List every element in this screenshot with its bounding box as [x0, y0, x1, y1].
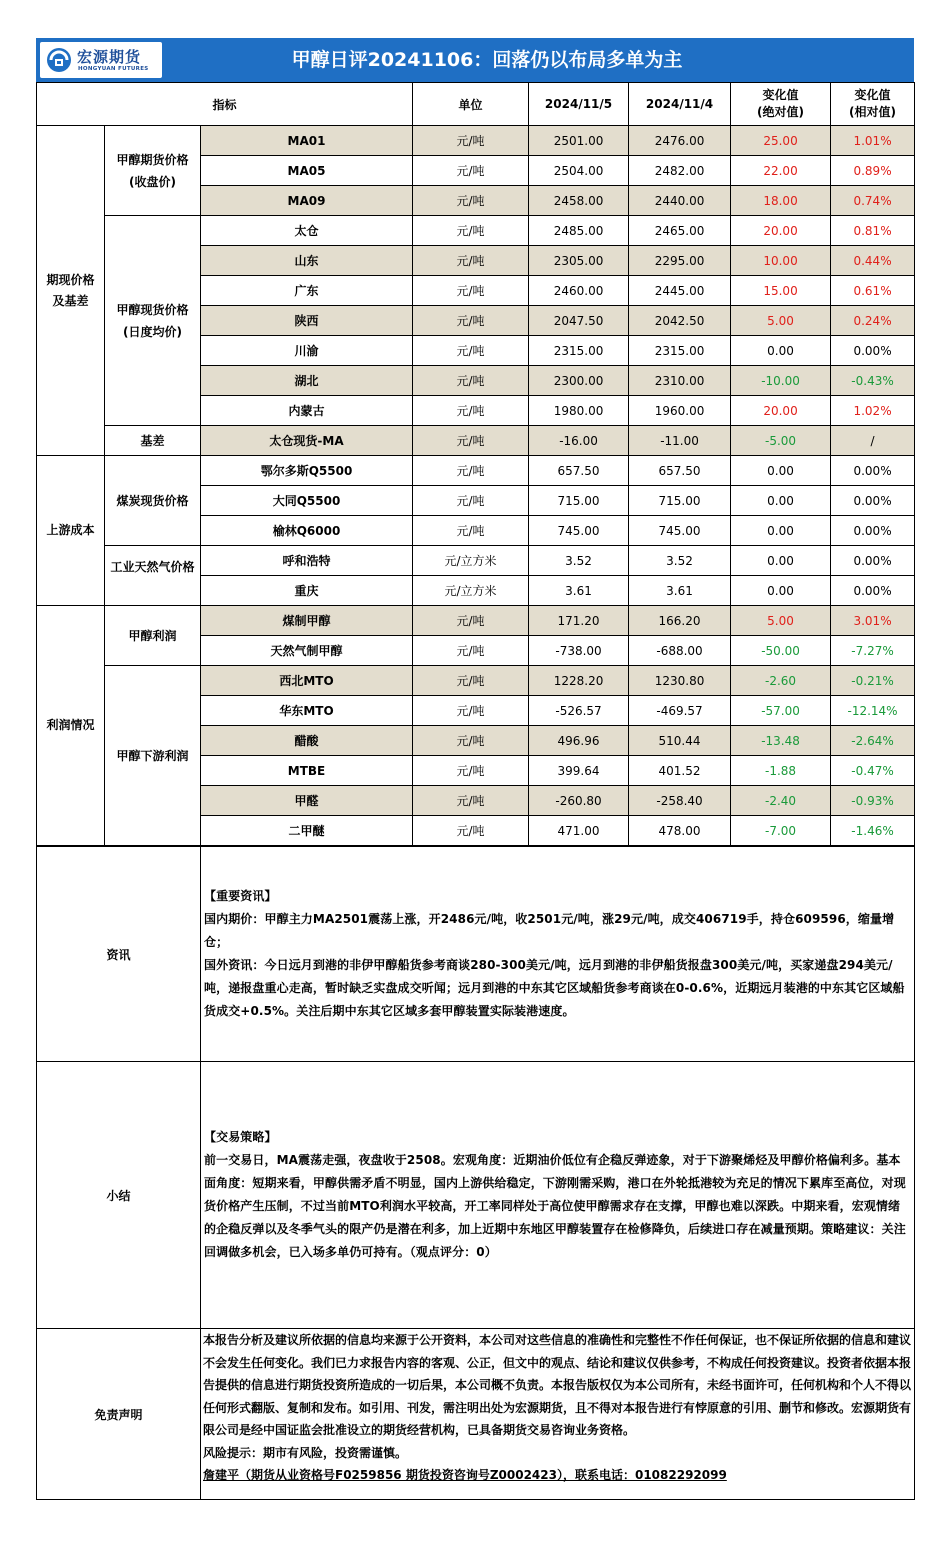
- value-date1: 657.50: [529, 456, 629, 486]
- value-date2: 2465.00: [629, 216, 731, 246]
- report-title: 甲醇日评20241106：回落仍以布局多单为主: [291, 49, 683, 71]
- logo-text-en: HONGYUAN FUTURES: [78, 66, 149, 72]
- rel-change: 0.00%: [831, 576, 915, 606]
- col-header-rel-change: [831, 83, 915, 126]
- subgroup-label-basis: 基差: [105, 426, 201, 456]
- indicator-name: 榆林Q6000: [201, 516, 413, 546]
- unit-cell: 元/吨: [413, 666, 529, 696]
- value-date1: 1980.00: [529, 396, 629, 426]
- value-date1: 2300.00: [529, 366, 629, 396]
- unit-cell: 元/吨: [413, 156, 529, 186]
- abs-change: 18.00: [731, 186, 831, 216]
- unit-cell: 元/吨: [413, 516, 529, 546]
- value-date1: -738.00: [529, 636, 629, 666]
- table-header-row: [37, 83, 915, 126]
- abs-change: 0.00: [731, 576, 831, 606]
- indicator-name: 湖北: [201, 366, 413, 396]
- value-date2: 715.00: [629, 486, 731, 516]
- news-content: [201, 847, 915, 1062]
- indicator-name: 山东: [201, 246, 413, 276]
- disclaimer-content: [201, 1329, 915, 1500]
- unit-cell: 元/立方米: [413, 546, 529, 576]
- value-date2: 2310.00: [629, 366, 731, 396]
- disclaimer-label: 免责声明: [37, 1329, 201, 1500]
- rel-change: -0.21%: [831, 666, 915, 696]
- indicator-name: 天然气制甲醇: [201, 636, 413, 666]
- table-row: [37, 606, 915, 636]
- indicator-name: 煤制甲醇: [201, 606, 413, 636]
- table-row: [37, 126, 915, 156]
- abs-change: 0.00: [731, 336, 831, 366]
- abs-change: -13.48: [731, 726, 831, 756]
- abs-change: 20.00: [731, 396, 831, 426]
- unit-cell: 元/吨: [413, 366, 529, 396]
- value-date2: 166.20: [629, 606, 731, 636]
- abs-change: 0.00: [731, 486, 831, 516]
- rel-change: 0.24%: [831, 306, 915, 336]
- rel-change: 0.00%: [831, 456, 915, 486]
- value-date1: -260.80: [529, 786, 629, 816]
- value-date1: 399.64: [529, 756, 629, 786]
- abs-change: -5.00: [731, 426, 831, 456]
- unit-cell: 元/吨: [413, 756, 529, 786]
- indicator-name: 太仓现货-MA: [201, 426, 413, 456]
- abs-change: 25.00: [731, 126, 831, 156]
- abs-change: 0.00: [731, 546, 831, 576]
- value-date2: 2315.00: [629, 336, 731, 366]
- rel-change-label: 变化值 (相对值): [849, 88, 897, 119]
- unit-cell: 元/吨: [413, 486, 529, 516]
- value-date2: 2295.00: [629, 246, 731, 276]
- value-date2: 401.52: [629, 756, 731, 786]
- value-date1: 2315.00: [529, 336, 629, 366]
- unit-cell: 元/吨: [413, 396, 529, 426]
- value-date2: 3.52: [629, 546, 731, 576]
- value-date2: 2042.50: [629, 306, 731, 336]
- analyst-contact: 詹建平（期货从业资格号F0259856 期货投资咨询号Z0002423），联系电话：01082292099: [203, 1468, 727, 1482]
- unit-cell: 元/吨: [413, 426, 529, 456]
- summary-content: [201, 1062, 915, 1329]
- value-date1: 745.00: [529, 516, 629, 546]
- table-row: [37, 216, 915, 246]
- report-sheet: [36, 38, 914, 1500]
- risk-warning: 风险提示：期市有风险，投资需谨慎。: [203, 1445, 408, 1460]
- abs-change: 10.00: [731, 246, 831, 276]
- indicator-name: 大同Q5500: [201, 486, 413, 516]
- company-logo: [40, 42, 162, 78]
- value-date1: 3.61: [529, 576, 629, 606]
- value-date1: 2460.00: [529, 276, 629, 306]
- value-date1: 2458.00: [529, 186, 629, 216]
- unit-cell: 元/吨: [413, 816, 529, 846]
- rel-change: -2.64%: [831, 726, 915, 756]
- report-header: [36, 38, 914, 82]
- news-paragraph-2: 国外资讯：今日远月到港的非伊甲醇船货参考商谈280-300美元/吨，远月到港的非伊船货报盘300美元/吨，买家递盘294美元/吨，递报盘重心走高，暂时缺乏实盘成交听闻；远月到港的中东其它区域船货参考商谈在0-0.6%，近期远月装港的中东其它区域船货成交+0.5%。关注后期中东其它区域多套甲醇装置实际装港速度。: [204, 958, 905, 1018]
- col-header-indicator: 指标: [37, 83, 413, 126]
- indicator-name: 内蒙古: [201, 396, 413, 426]
- col-header-date2: 2024/11/4: [629, 83, 731, 126]
- table-row: [37, 426, 915, 456]
- abs-change: 22.00: [731, 156, 831, 186]
- abs-change: 5.00: [731, 606, 831, 636]
- abs-change: 0.00: [731, 516, 831, 546]
- value-date2: 478.00: [629, 816, 731, 846]
- rel-change: 1.02%: [831, 396, 915, 426]
- value-date2: 3.61: [629, 576, 731, 606]
- indicator-name: 重庆: [201, 576, 413, 606]
- unit-cell: 元/吨: [413, 216, 529, 246]
- section-label-spot-basis: 期现价格 及基差: [37, 126, 105, 456]
- value-date1: 1228.20: [529, 666, 629, 696]
- news-heading: 【重要资讯】: [204, 889, 277, 903]
- rel-change: -0.43%: [831, 366, 915, 396]
- abs-change: -50.00: [731, 636, 831, 666]
- rel-change: 0.00%: [831, 336, 915, 366]
- unit-cell: 元/吨: [413, 276, 529, 306]
- value-date2: 657.50: [629, 456, 731, 486]
- abs-change: 0.00: [731, 456, 831, 486]
- value-date1: 2305.00: [529, 246, 629, 276]
- unit-cell: 元/吨: [413, 696, 529, 726]
- text-blocks-table: [36, 846, 915, 1500]
- value-date2: 1230.80: [629, 666, 731, 696]
- unit-cell: 元/吨: [413, 636, 529, 666]
- logo-text-cn: 宏源期货: [77, 48, 142, 66]
- summary-row: [37, 1062, 915, 1329]
- rel-change: -1.46%: [831, 816, 915, 846]
- summary-paragraph: 前一交易日，MA震荡走强，夜盘收于2508。宏观角度：近期油价低位有企稳反弹迹象，对于下游聚烯烃及甲醇价格偏利多。基本面角度：短期来看，甲醇供需矛盾不明显，国内上游供给稳定，下游刚需采购，港口在外轮抵港较为充足的情况下累库至高位，对现货价格产生压制，不过当前MTO利润水平较高，开工率同样处于高位使甲醇需求存在支撑，甲醇也难以深跌。中期来看，宏观情绪的企稳反弹以及冬季气头的限产仍是潜在利多，加上近期中东地区甲醇装置存在检修降负，后续进口存在减量预期。策略建议：关注回调做多机会，已入场多单仍可持有。（观点评分：0）: [204, 1153, 906, 1259]
- section-label-profit: 利润情况: [37, 606, 105, 846]
- indicator-name: 西北MTO: [201, 666, 413, 696]
- rel-change: 0.00%: [831, 516, 915, 546]
- abs-change: 20.00: [731, 216, 831, 246]
- abs-change: 5.00: [731, 306, 831, 336]
- subgroup-label-methanol-profit: 甲醇利润: [105, 606, 201, 666]
- indicator-name: MTBE: [201, 756, 413, 786]
- subgroup-label-futures-price: 甲醇期货价格 (收盘价): [105, 126, 201, 216]
- indicator-name: 华东MTO: [201, 696, 413, 726]
- value-date1: 171.20: [529, 606, 629, 636]
- value-date2: 2476.00: [629, 126, 731, 156]
- rel-change: -0.93%: [831, 786, 915, 816]
- value-date2: -11.00: [629, 426, 731, 456]
- news-label: 资讯: [37, 847, 201, 1062]
- table-row: [37, 546, 915, 576]
- indicator-name: 呼和浩特: [201, 546, 413, 576]
- unit-cell: 元/吨: [413, 336, 529, 366]
- indicator-name: 醋酸: [201, 726, 413, 756]
- unit-cell: 元/吨: [413, 786, 529, 816]
- subgroup-label-gas-price: 工业天然气价格: [105, 546, 201, 606]
- indicator-name: MA05: [201, 156, 413, 186]
- logo-mark-icon: [46, 47, 72, 73]
- table-row: [37, 456, 915, 486]
- unit-cell: 元/吨: [413, 456, 529, 486]
- abs-change: 15.00: [731, 276, 831, 306]
- subgroup-label-coal-spot: 煤炭现货价格: [105, 456, 201, 546]
- value-date2: 510.44: [629, 726, 731, 756]
- value-date2: 1960.00: [629, 396, 731, 426]
- table-row: [37, 666, 915, 696]
- unit-cell: 元/吨: [413, 246, 529, 276]
- value-date1: 2485.00: [529, 216, 629, 246]
- value-date1: 3.52: [529, 546, 629, 576]
- indicator-name: 太仓: [201, 216, 413, 246]
- unit-cell: 元/吨: [413, 726, 529, 756]
- indicator-name: 二甲醚: [201, 816, 413, 846]
- data-table: [36, 82, 915, 846]
- subgroup-label-spot-price: 甲醇现货价格 (日度均价): [105, 216, 201, 426]
- value-date1: -526.57: [529, 696, 629, 726]
- abs-change: -57.00: [731, 696, 831, 726]
- value-date1: 2047.50: [529, 306, 629, 336]
- value-date1: 2504.00: [529, 156, 629, 186]
- unit-cell: 元/吨: [413, 126, 529, 156]
- rel-change: /: [831, 426, 915, 456]
- rel-change: 3.01%: [831, 606, 915, 636]
- indicator-name: 川渝: [201, 336, 413, 366]
- abs-change: -1.88: [731, 756, 831, 786]
- indicator-name: MA09: [201, 186, 413, 216]
- rel-change: 0.81%: [831, 216, 915, 246]
- col-header-date1: 2024/11/5: [529, 83, 629, 126]
- rel-change: -12.14%: [831, 696, 915, 726]
- disclaimer-paragraph: 本报告分析及建议所依据的信息均来源于公开资料，本公司对这些信息的准确性和完整性不作任何保证，也不保证所依据的信息和建议不会发生任何变化。我们已力求报告内容的客观、公正，但文中的观点、结论和建议仅供参考，不构成任何投资建议。投资者依据本报告提供的信息进行期货投资所造成的一切后果，本公司概不负责。本报告版权仅为本公司所有，未经书面许可，任何机构和个人不得以任何形式翻版、复制和发布。如引用、刊发，需注明出处为宏源期货，且不得对本报告进行有悖原意的引用、删节和修改。宏源期货有限公司是经中国证监会批准设立的期货经营机构，已具备期货交易咨询业务资格。: [203, 1333, 912, 1437]
- value-date2: 2482.00: [629, 156, 731, 186]
- rel-change: 0.00%: [831, 486, 915, 516]
- rel-change: -7.27%: [831, 636, 915, 666]
- abs-change: -2.40: [731, 786, 831, 816]
- rel-change: 1.01%: [831, 126, 915, 156]
- unit-cell: 元/吨: [413, 606, 529, 636]
- indicator-name: 甲醛: [201, 786, 413, 816]
- abs-change: -10.00: [731, 366, 831, 396]
- news-paragraph-1: 国内期价：甲醇主力MA2501震荡上涨，开2486元/吨，收2501元/吨，涨29元/吨，成交406719手，持仓609596，缩量增仓；: [204, 912, 895, 949]
- value-date2: 2445.00: [629, 276, 731, 306]
- unit-cell: 元/立方米: [413, 576, 529, 606]
- value-date1: -16.00: [529, 426, 629, 456]
- section-label-upstream: 上游成本: [37, 456, 105, 606]
- rel-change: -0.47%: [831, 756, 915, 786]
- value-date2: 2440.00: [629, 186, 731, 216]
- abs-change-label: 变化值 (绝对值): [757, 88, 805, 119]
- indicator-name: 广东: [201, 276, 413, 306]
- value-date2: 745.00: [629, 516, 731, 546]
- indicator-name: 陕西: [201, 306, 413, 336]
- value-date1: 2501.00: [529, 126, 629, 156]
- summary-heading: 【交易策略】: [204, 1130, 277, 1144]
- value-date2: -688.00: [629, 636, 731, 666]
- abs-change: -2.60: [731, 666, 831, 696]
- value-date2: -258.40: [629, 786, 731, 816]
- disclaimer-row: [37, 1329, 915, 1500]
- rel-change: 0.44%: [831, 246, 915, 276]
- unit-cell: 元/吨: [413, 186, 529, 216]
- rel-change: 0.74%: [831, 186, 915, 216]
- rel-change: 0.89%: [831, 156, 915, 186]
- value-date1: 715.00: [529, 486, 629, 516]
- value-date2: -469.57: [629, 696, 731, 726]
- abs-change: -7.00: [731, 816, 831, 846]
- subgroup-label-downstream-profit: 甲醇下游利润: [105, 666, 201, 846]
- unit-cell: 元/吨: [413, 306, 529, 336]
- rel-change: 0.61%: [831, 276, 915, 306]
- col-header-abs-change: [731, 83, 831, 126]
- news-row: [37, 847, 915, 1062]
- indicator-name: MA01: [201, 126, 413, 156]
- col-header-unit: 单位: [413, 83, 529, 126]
- rel-change: 0.00%: [831, 546, 915, 576]
- indicator-name: 鄂尔多斯Q5500: [201, 456, 413, 486]
- value-date1: 496.96: [529, 726, 629, 756]
- summary-label: 小结: [37, 1062, 201, 1329]
- value-date1: 471.00: [529, 816, 629, 846]
